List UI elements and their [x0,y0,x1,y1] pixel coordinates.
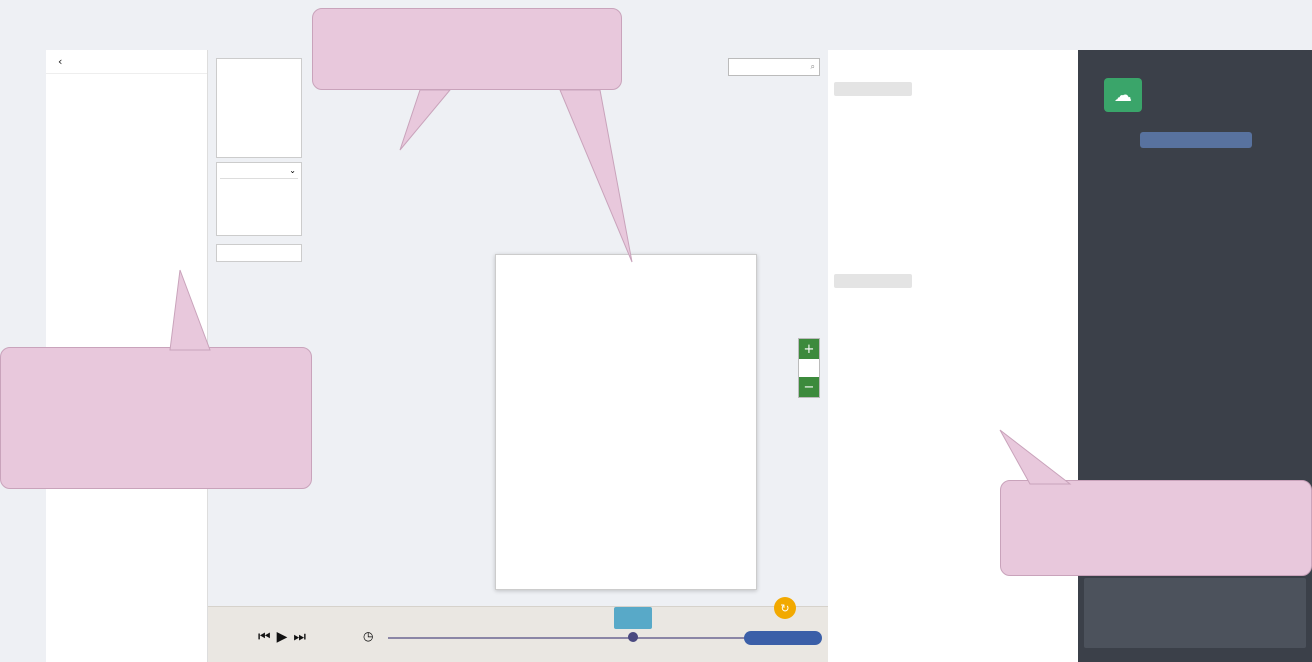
skip-back-icon[interactable]: ⏮ [258,629,277,645]
back-icon[interactable]: ‹ [58,55,63,68]
rainfall-title [834,274,912,288]
hazard-map-dropdown[interactable] [216,244,302,262]
time-track[interactable] [388,637,748,639]
callout-2 [312,8,622,90]
current-time-button[interactable] [744,631,822,645]
zoom-out-button[interactable]: − [799,377,819,397]
zoom-control [798,338,820,398]
time-reset-icon[interactable]: ↻ [774,597,796,619]
mesh-chart-popup [495,254,757,590]
water-level-title [834,82,912,96]
clock-icon: ◷ [363,629,374,643]
basemap-selector[interactable] [216,162,302,236]
callout-1 [0,347,312,489]
basemap-select[interactable] [220,166,298,179]
map-search-box[interactable] [728,58,820,76]
time-slider-handle[interactable] [628,632,638,642]
skip-forward-icon[interactable]: ⏭ [293,629,312,645]
unexperienced-rain-chart [496,255,758,591]
time-slider-label [614,607,652,629]
chevron-down-icon: ⌄ [289,166,296,175]
riskma-logo [1104,74,1260,116]
time-slider-bar [208,601,828,662]
play-icon[interactable]: ▶ [276,629,294,645]
riskma-mark-icon: ☁ [1104,78,1142,112]
zoom-in-button[interactable]: + [799,339,819,359]
notice-card [1084,578,1306,648]
menu-header[interactable] [46,50,207,74]
callout-5 [1000,480,1312,576]
search-icon[interactable]: ⌕ [810,62,815,71]
layer-panel [216,58,302,158]
zoom-level [799,359,819,377]
playback-controls [258,629,312,645]
update-latest-button[interactable] [1140,132,1252,148]
